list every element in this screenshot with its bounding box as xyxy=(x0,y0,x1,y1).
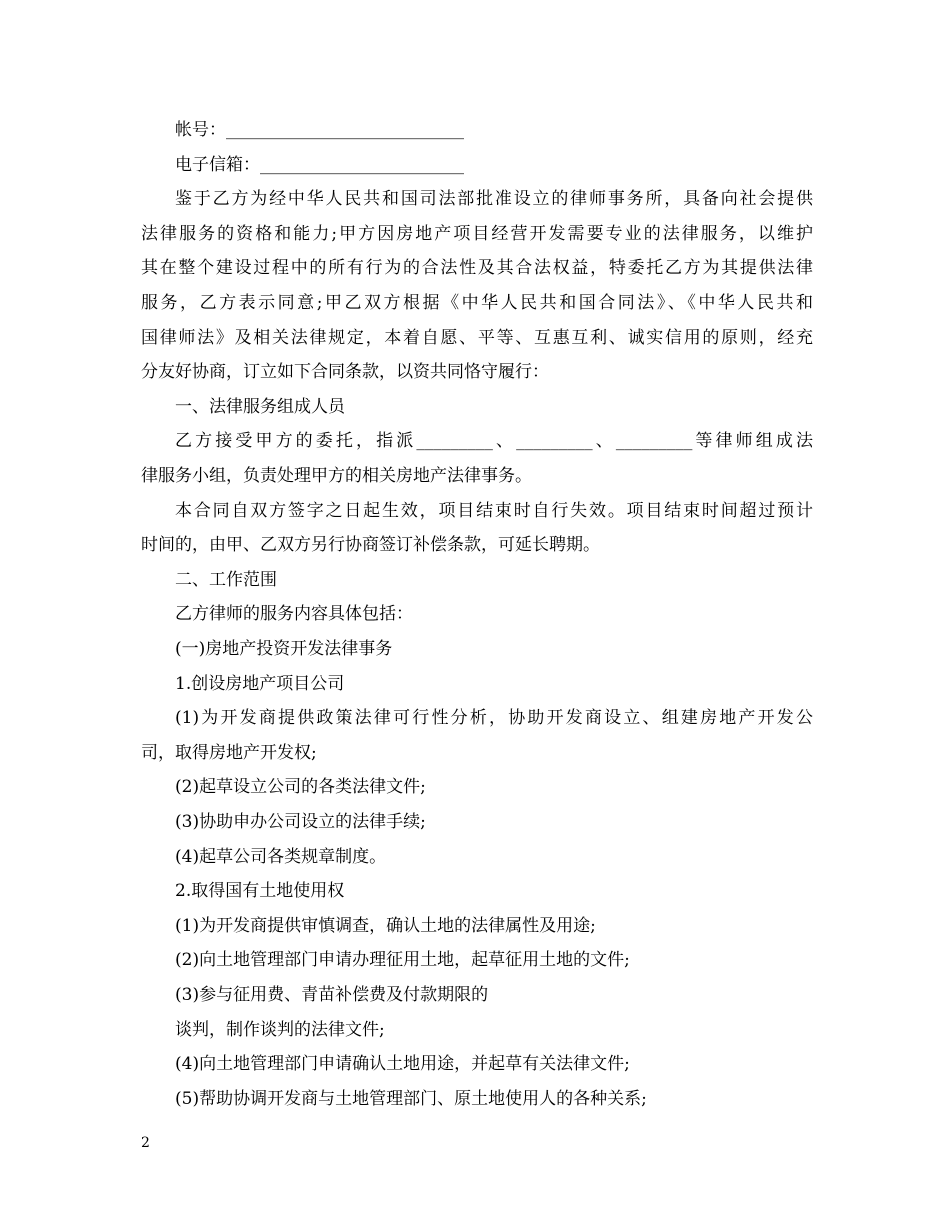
text-line: 司，取得房地产开发权; xyxy=(141,742,317,763)
text-line: 其在整个建设过程中的所有行为的合法性及其合法权益，特委托乙方为其提供法律 xyxy=(141,258,813,279)
page-number: 2 xyxy=(141,1135,150,1151)
text-line: 乙方律师的服务内容具体包括： xyxy=(175,604,413,625)
text-line: 服务，乙方表示同意;甲乙双方根据《中华人民共和国合同法》、《中华人民共和 xyxy=(141,293,813,313)
text-line: (一)房地产投资开发法律事务 xyxy=(175,639,393,659)
text-line: 乙方接受甲方的委托，指派_________、_________、_________等律师组成法 xyxy=(175,431,813,452)
text-line: 电子信箱：________________________ xyxy=(175,154,464,175)
text-line: (3)参与征用费、青苗补偿费及付款期限的 xyxy=(175,985,489,1005)
text-line: 二、工作范围 xyxy=(175,569,277,590)
text-line: 分友好协商，订立如下合同条款，以资共同恪守履行： xyxy=(141,362,549,383)
text-line: 2.取得国有土地使用权 xyxy=(175,881,345,902)
text-line: 国律师法》及相关法律规定，本着自愿、平等、互惠互利、诚实信用的原则，经充 xyxy=(141,327,813,348)
text-line: (5)帮助协调开发商与土地管理部门、原土地使用人的各种关系; xyxy=(175,1088,647,1109)
text-line: (1)为开发商提供政策法律可行性分析，协助开发商设立、组建房地产开发公 xyxy=(175,708,813,729)
text-line: (3)协助申办公司设立的法律手续; xyxy=(175,812,426,832)
text-line: (1)为开发商提供审慎调查，确认土地的法律属性及用途; xyxy=(175,915,596,936)
text-line: 帐号：____________________________ xyxy=(175,120,464,140)
text-line: 律服务小组，负责处理甲方的相关房地产法律事务。 xyxy=(141,466,532,486)
text-line: 谈判，制作谈判的法律文件; xyxy=(175,1019,385,1040)
text-line: 时间的，由甲、乙双方另行协商签订补偿条款，可延长聘期。 xyxy=(141,535,600,556)
text-line: (2)起草设立公司的各类法律文件; xyxy=(175,777,426,798)
text-line: 鉴于乙方为经中华人民共和国司法部批准设立的律师事务所，具备向社会提供 xyxy=(175,189,813,210)
text-line: 1.创设房地产项目公司 xyxy=(175,673,345,694)
text-line: 法律服务的资格和能力;甲方因房地产项目经营开发需要专业的法律服务，以维护 xyxy=(141,223,813,244)
text-line: 一、法律服务组成人员 xyxy=(175,396,345,417)
text-line: (4)向土地管理部门申请确认土地用途，并起草有关法律文件; xyxy=(175,1054,630,1075)
text-line: 本合同自双方签字之日起生效，项目结束时自行失效。项目结束时间超过预计 xyxy=(175,500,813,521)
text-line: (4)起草公司各类规章制度。 xyxy=(175,846,387,867)
text-line: (2)向土地管理部门申请办理征用土地，起草征用土地的文件; xyxy=(175,950,630,971)
